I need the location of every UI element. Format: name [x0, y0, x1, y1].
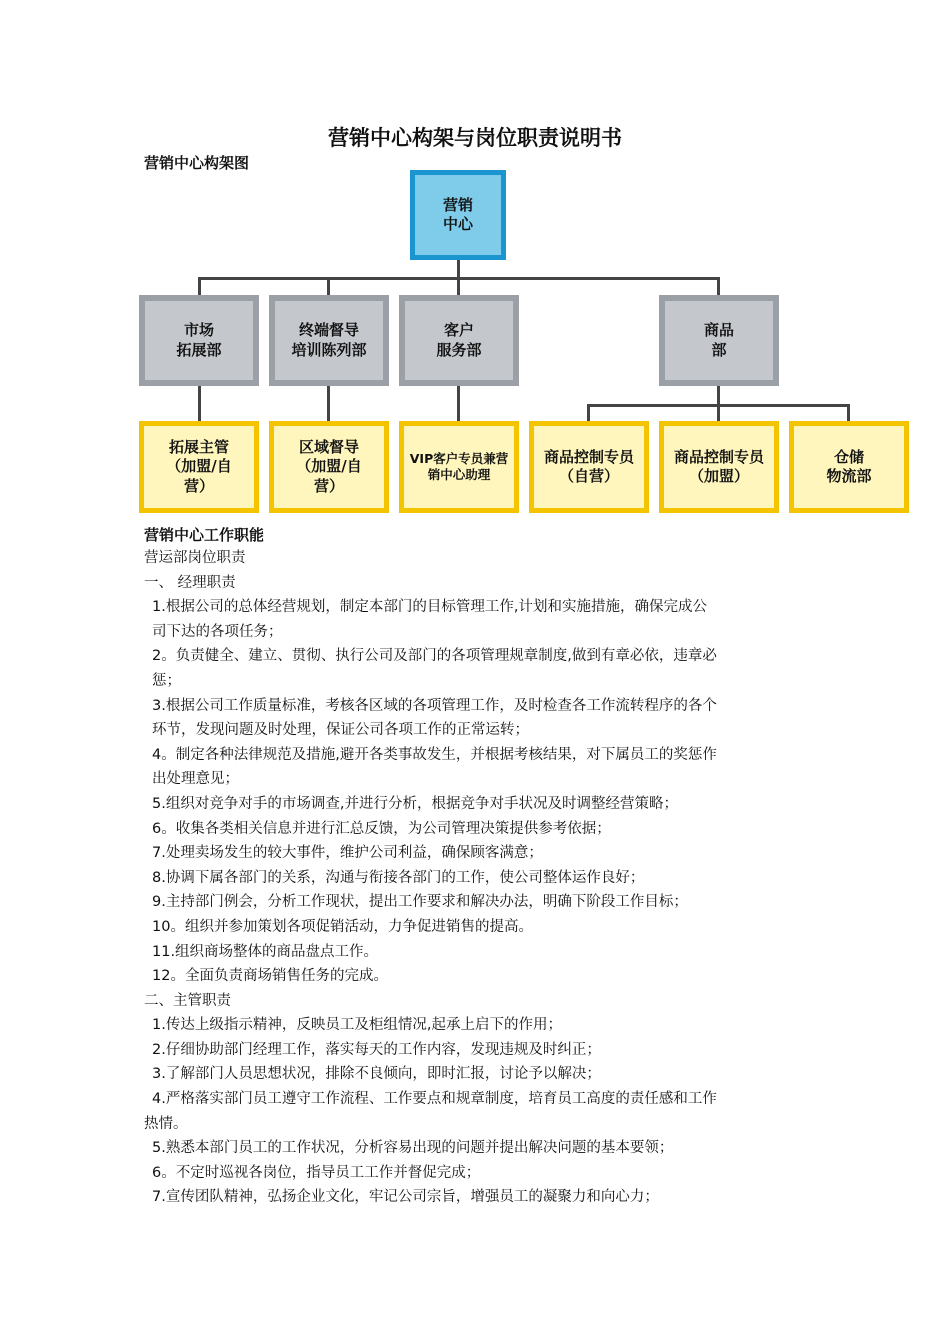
duty-line: 出处理意见； [152, 771, 239, 788]
duty-line: 2。负责健全、建立、贯彻、执行公司及部门的各项管理规章制度,做到有章必依，违章必 [152, 648, 717, 665]
duty-line: 6。不定时巡视各岗位，指导员工工作并督促完成； [152, 1164, 481, 1181]
connector [457, 277, 460, 297]
duty-line: 3.了解部门人员思想状况，排除不良倾向，即时汇报，讨论予以解决； [152, 1066, 601, 1083]
duty-line: 4.严格落实部门员工遵守工作流程、工作要点和规章制度，培育员工高度的责任感和工作 [152, 1091, 717, 1108]
duty-line: 惩； [152, 672, 181, 689]
duties-text [144, 546, 824, 1210]
duty-line: 5.组织对竞争对手的市场调查,并进行分析，根据竞争对手状况及时调整经营策略； [152, 795, 678, 812]
duty-line: 8.协调下属各部门的关系，沟通与衔接各部门的工作，使公司整体运作良好； [152, 869, 645, 886]
duty-line: 1.传达上级指示精神，反映员工及柜组情况,起承上启下的作用； [152, 1017, 562, 1034]
connector [198, 385, 201, 423]
org-node-role: 拓展主管 （加盟/自 营） [139, 421, 259, 513]
duty-line: 5.熟悉本部门员工的工作状况，分析容易出现的问题并提出解决问题的基本要领； [152, 1140, 674, 1157]
org-node-role: 区域督导 （加盟/自 营） [269, 421, 389, 513]
duty-line: 1.根据公司的总体经营规划，制定本部门的目标管理工作,计划和实施措施，确保完成公 [152, 599, 707, 616]
duty-line: 3.根据公司工作质量标准，考核各区域的各项管理工作，及时检查各工作流转程序的各个 [152, 697, 717, 714]
connector [457, 258, 460, 278]
org-node-role: VIP客户专员兼营 销中心助理 [399, 421, 519, 513]
section-subheading: 营运部岗位职责 [144, 550, 246, 566]
org-node-role: 仓储 物流部 [789, 421, 909, 513]
connector [717, 385, 720, 405]
duty-line: 6。收集各类相关信息并进行汇总反馈，为公司管理决策提供参考依据； [152, 820, 611, 837]
duty-line: 9.主持部门例会，分析工作现状，提出工作要求和解决办法，明确下阶段工作目标； [152, 894, 688, 911]
manager-heading: 一、 经理职责 [144, 574, 236, 591]
connector [457, 385, 460, 423]
org-node-dept: 客户 服务部 [399, 295, 519, 386]
document-title: 营销中心构架与岗位职责说明书 [328, 126, 622, 150]
connector [198, 277, 201, 297]
duty-line: 12。全面负责商场销售任务的完成。 [152, 968, 388, 985]
org-node-role: 商品控制专员 （加盟） [659, 421, 779, 513]
duty-line: 2.仔细协助部门经理工作，落实每天的工作内容，发现违规及时纠正； [152, 1041, 601, 1058]
duty-line: 4。制定各种法律规范及措施,避开各类事故发生，并根据考核结果，对下属员工的奖惩作 [152, 746, 717, 763]
duty-line: 热情。 [144, 1115, 188, 1132]
duty-line: 11.组织商场整体的商品盘点工作。 [152, 943, 379, 960]
org-node-dept: 市场 拓展部 [139, 295, 259, 386]
duty-line: 司下达的各项任务； [152, 623, 283, 640]
org-node-role: 商品控制专员 （自营） [529, 421, 649, 513]
org-node-root: 营销 中心 [410, 170, 506, 260]
duty-line: 7.处理卖场发生的较大事件，维护公司利益，确保顾客满意； [152, 845, 543, 862]
connector [327, 385, 330, 423]
org-node-dept: 终端督导 培训陈列部 [269, 295, 389, 386]
org-chart-heading: 营销中心构架图 [144, 154, 250, 172]
duty-line: 7.宣传团队精神，弘扬企业文化，牢记公司宗旨，增强员工的凝聚力和向心力； [152, 1189, 659, 1206]
connector [327, 277, 330, 297]
section-heading: 营销中心工作职能 [144, 526, 265, 544]
connector [717, 277, 720, 297]
org-node-dept: 商品 部 [659, 295, 779, 386]
duty-line: 环节，发现问题及时处理，保证公司各项工作的正常运转； [152, 722, 529, 739]
supervisor-heading: 二、主管职责 [144, 992, 231, 1009]
duty-line: 10。组织并参加策划各项促销活动，力争促进销售的提高。 [152, 918, 533, 935]
